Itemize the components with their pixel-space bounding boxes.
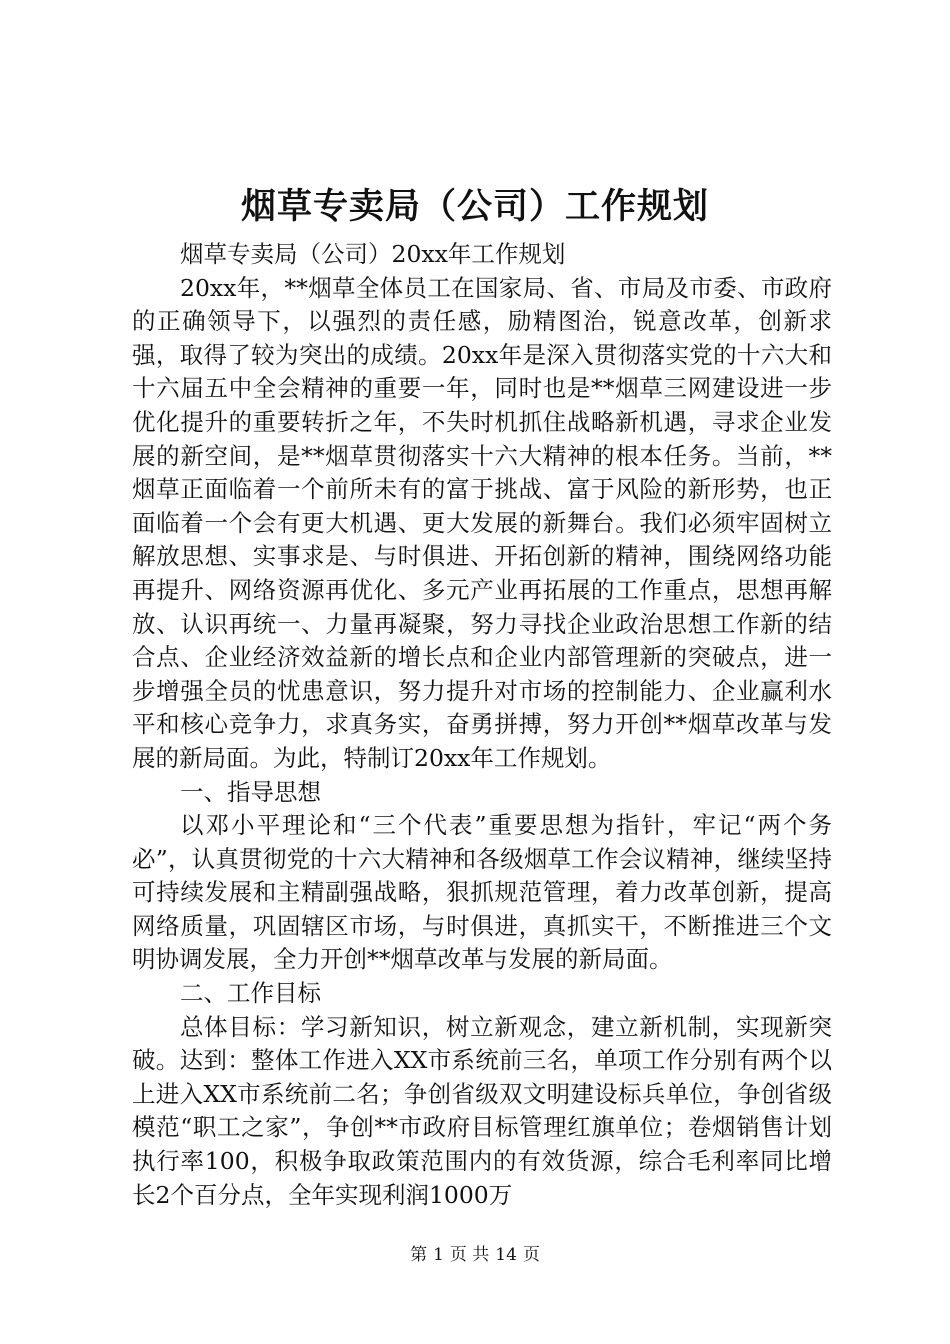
page-mid: 页 共 [449, 1245, 490, 1265]
page-total: 14 [495, 1245, 517, 1265]
guiding-ideology-paragraph: 以邓小平理论和“三个代表”重要思想为指针，牢记“两个务必”，认真贯彻党的十六大精神和各级烟草工作会议精神，继续坚持可持续发展和主精副强战略，狠抓规范管理，着力改革创新，提高网络质量，巩固辖区市场，与时俱进，真抓实干，不断推进三个文明协调发展，全力开创**烟草改革与发展的新局面。 [132, 811, 832, 974]
section-heading-guiding-ideology: 一、指导思想 [180, 777, 321, 806]
page-current: 1 [433, 1245, 444, 1265]
intro-paragraph: 20xx年，**烟草全体员工在国家局、省、市局及市委、市政府的正确领导下，以强烈的责任感，励精图治，锐意改革，创新求强，取得了较为突出的成绩。20xx年是深入贯彻落实党的十六大和十六届五中全会精神的重要一年，同时也是**烟草三网建设进一步优化提升的重要转折之年，不失时机抓住战略新机遇，寻求企业发展的新空间，是**烟草贯彻落实十六大精神的根本任务。当前，**烟草正面临着一个前所未有的富于挑战、富于风险的新形势，也正面临着一个会有更大机遇、更大发展的新舞台。我们必须牢固树立解放思想、实事求是、与时俱进、开拓创新的精神，围绕网络功能再提升、网络资源再优化、多元产业再拓展的工作重点，思想再解放、认识再统一、力量再凝聚，努力寻找企业政治思想工作新的结合点、企业经济效益新的增长点和企业内部管理新的突破点，进一步增强全员的忧患意识，努力提升对市场的控制能力、企业赢利水平和核心竞争力，求真务实，奋勇拼搏，努力开创**烟草改革与发展的新局面。为此，特制订20xx年工作规划。 [132, 273, 832, 772]
work-goals-paragraph: 总体目标：学习新知识，树立新观念，建立新机制，实现新突破。达到：整体工作进入XX市系统前三名，单项工作分别有两个以上进入XX市系统前二名；争创省级双文明建设标兵单位，争创省级模范“职工之家”，争创**市政府目标管理红旗单位；卷烟销售计划执行率100，积极争取政策范围内的有效货源，综合毛利率同比增长2个百分点，全年实现利润1000万 [132, 1012, 832, 1209]
section-heading-work-goals: 二、工作目标 [180, 979, 321, 1008]
page-footer [0, 1244, 950, 1266]
document-title: 烟草专卖局（公司）工作规划 [240, 186, 709, 227]
page-suffix: 页 [522, 1245, 540, 1265]
subtitle-paragraph: 烟草专卖局（公司）20xx年工作规划 [180, 240, 566, 268]
page-prefix: 第 [410, 1245, 428, 1265]
document-body [132, 238, 832, 1212]
